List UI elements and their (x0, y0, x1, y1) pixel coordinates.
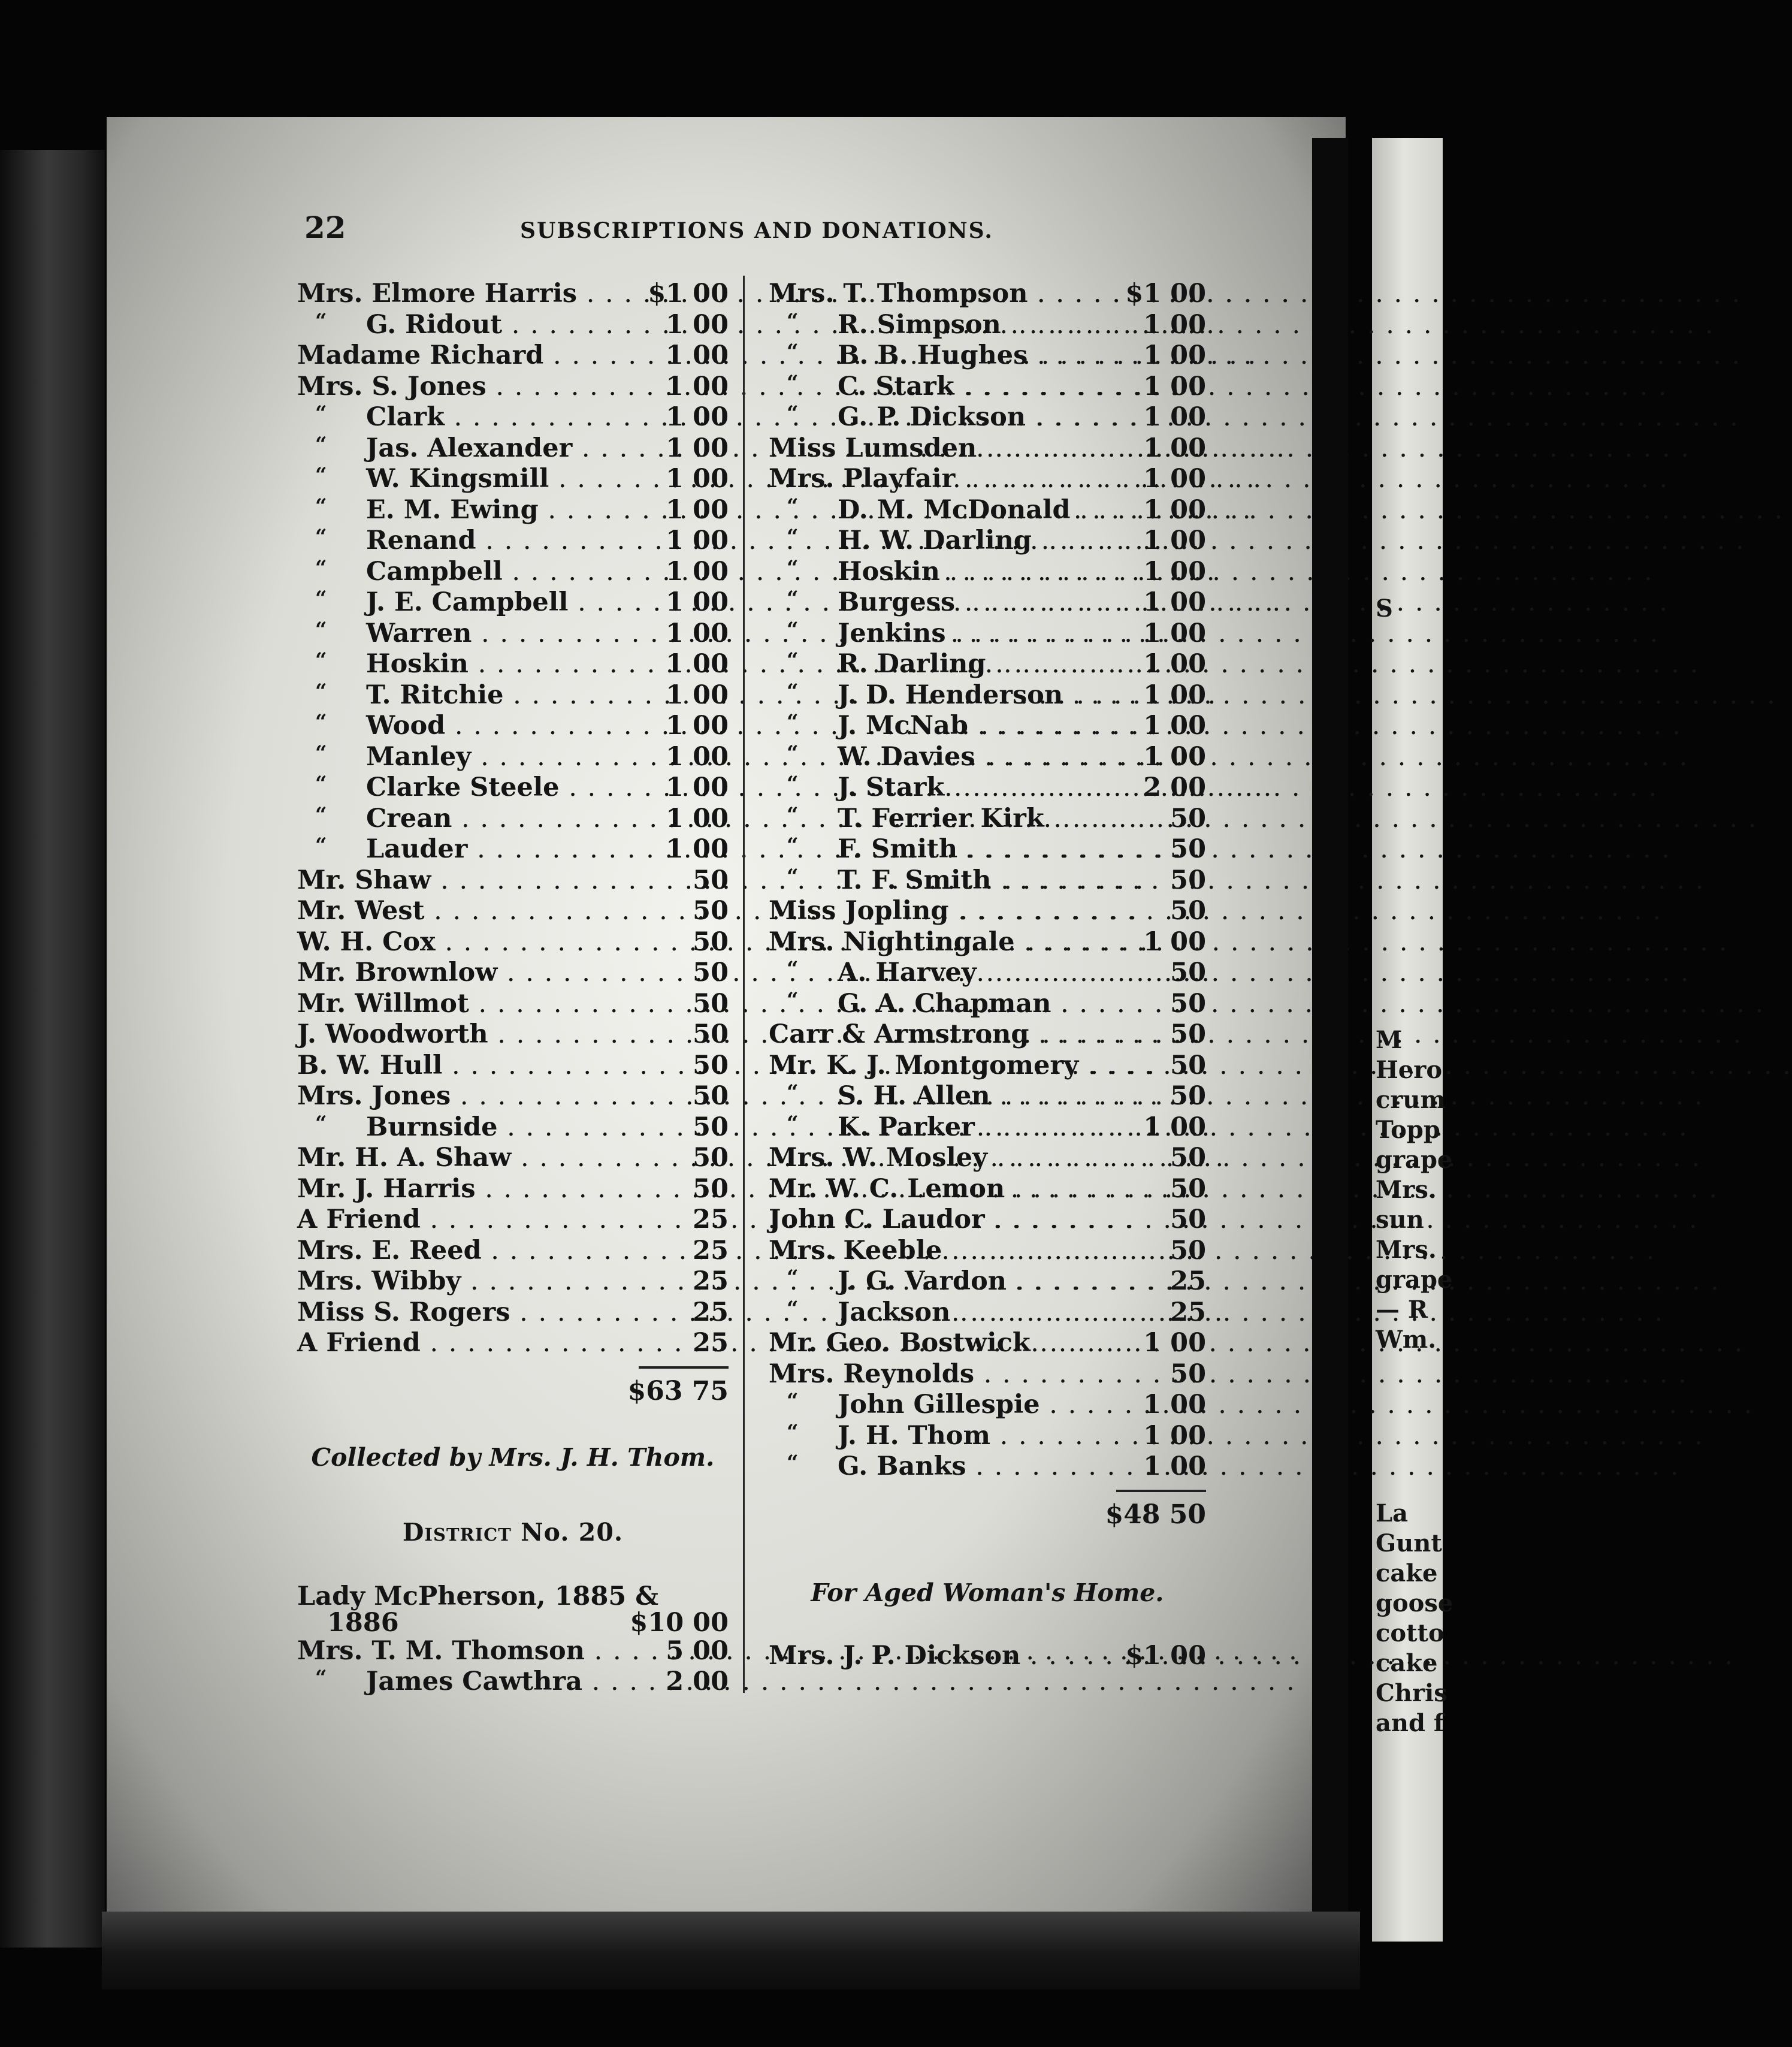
subscriber-amount: 50 (693, 1019, 729, 1049)
district-subscriber-row (297, 1636, 729, 1667)
subscriber-name: Mrs. Nightingale . . . (769, 927, 1116, 958)
subscriber-amount: 1 00 (666, 649, 729, 679)
section-subscriber-row (769, 1641, 1206, 1672)
subscriber-amount: 50 (1170, 1143, 1206, 1173)
subscriber-name: “ Jenkins . . . (769, 618, 1116, 650)
subscriber-name: Mrs. E. Reed . . . (297, 1236, 639, 1267)
subscriber-name: Mrs. S. Jones . . . (297, 372, 639, 403)
subscriber-amount: 25 (1170, 1297, 1206, 1327)
subscriber-row (297, 1112, 729, 1143)
subscriber-row (769, 464, 1206, 495)
subscriber-amount: 1 00 (1143, 1112, 1206, 1142)
subscriber-row (297, 742, 729, 773)
subscriber-amount: 1 00 (666, 309, 729, 340)
subscriber-amount: 50 (1170, 865, 1206, 895)
subscriber-row (769, 340, 1206, 372)
subscriber-name: “ J. H. Thom . . . (769, 1421, 1116, 1452)
subscriber-amount: 50 (1170, 834, 1206, 864)
subscriber-amount: 50 (1170, 958, 1206, 988)
subscriber-name: “ Hoskin . . . (297, 649, 639, 680)
subscriber-amount: 50 (693, 896, 729, 926)
subscriber-name: “ W. Kingsmill . . . (297, 464, 639, 495)
subscriber-amount: 1 00 (1143, 711, 1206, 741)
subscriber-amount: 50 (693, 988, 729, 1019)
subscriber-name: Mrs. Elmore Harris . . . (297, 279, 639, 310)
district-entry-line1: Lady McPherson, 1885 & (297, 1581, 659, 1611)
subscriber-name: “ Clark . . . (297, 402, 639, 433)
subscriber-name: Mr. Shaw . . . (297, 865, 639, 896)
collected-by-caption: Collected by Mrs. J. H. Thom. (311, 1442, 715, 1472)
subscriber-name: A Friend . . . (297, 1204, 639, 1236)
subscriber-name: Mr. J. Harris . . . (297, 1174, 639, 1205)
subscriber-name: “ Burgess . . . (769, 587, 1116, 618)
adjacent-page-text: Topp (1376, 1116, 1440, 1144)
running-head: SUBSCRIPTIONS AND DONATIONS. (520, 218, 993, 243)
subscriber-name: “ Hoskin . . . (769, 557, 1116, 588)
subscriber-row (769, 1081, 1206, 1112)
subscriber-name: “ J. McNab . . . (769, 711, 1116, 742)
subscriber-amount: 25 (1170, 1266, 1206, 1296)
subscriber-amount: 1 00 (1143, 402, 1206, 432)
subscriber-name: “ G. A. Chapman . . . (769, 989, 1116, 1020)
subscriber-amount: 1 00 (1143, 618, 1206, 648)
district-subscriber-name: “ James Cawthra . . . (297, 1666, 639, 1698)
subscriber-name: “ C. Stark . . . (769, 372, 1116, 403)
binding-bottom (102, 1912, 1360, 1989)
page-edge-shadow (1312, 138, 1348, 1912)
subscriber-row (769, 495, 1206, 526)
subscriber-amount: 1 00 (666, 711, 729, 741)
subscriber-row (769, 742, 1206, 773)
subscriber-amount: 1 00 (1143, 741, 1206, 772)
subscriber-amount: 1 00 (1143, 1420, 1206, 1451)
subscriber-amount: 50 (1170, 1050, 1206, 1080)
subscriber-name: Mr. Geo. Bostwick . . . (769, 1328, 1116, 1359)
subscriber-row (769, 958, 1206, 989)
subscriber-row (297, 927, 729, 958)
subscriber-amount: 50 (693, 926, 729, 957)
subscriber-row (297, 989, 729, 1020)
adjacent-page-text: — R (1376, 1296, 1428, 1324)
subscriber-name: W. H. Cox . . . (297, 927, 639, 958)
subscriber-name: “ G. P. Dickson . . . (769, 402, 1116, 433)
subscriber-row (297, 1174, 729, 1205)
subscriber-name: Mrs. Playfair . . . (769, 464, 1116, 495)
subscriber-amount: 1 00 (666, 526, 729, 555)
district-entry-mcpherson (297, 1583, 729, 1636)
subscriber-name: Mrs. Keeble . . . (769, 1236, 1116, 1267)
subscriber-row (297, 587, 729, 618)
subscriber-row (769, 1050, 1206, 1082)
subscriber-amount: 1 00 (1143, 1451, 1206, 1481)
subscriber-amount: 1 00 (1143, 494, 1206, 525)
subscriber-row (769, 526, 1206, 557)
subscriber-name: “ R. Darling . . . (769, 649, 1116, 680)
subscriber-amount: 1 00 (1143, 526, 1206, 555)
left-column (297, 279, 729, 1698)
district-heading (297, 1505, 729, 1559)
subscriber-row (769, 402, 1206, 433)
subscriber-amount: 50 (1170, 803, 1206, 834)
adjacent-page-text: crum (1376, 1086, 1446, 1114)
subscriber-amount: 1 00 (666, 340, 729, 370)
subscriber-amount: 50 (1170, 1019, 1206, 1049)
subscriber-row (297, 464, 729, 495)
subscriber-amount: $1 00 (1125, 279, 1206, 309)
subscriber-row (769, 711, 1206, 742)
subscriber-row (297, 1236, 729, 1267)
subscriber-row (297, 1143, 729, 1174)
subscriber-row (769, 896, 1206, 927)
subscriber-name: Mr. H. A. Shaw . . . (297, 1143, 639, 1174)
subscriber-row (769, 587, 1206, 618)
subscriber-amount: 50 (693, 958, 729, 988)
subscriber-name: Mr. Brownlow . . . (297, 958, 639, 989)
subscriber-row (769, 1390, 1206, 1421)
subscriber-name: “ Clarke Steele . . . (297, 772, 639, 804)
subscriber-row (297, 834, 729, 865)
subscriber-amount: 1 00 (666, 618, 729, 648)
subscriber-name: “ A. Harvey . . . (769, 958, 1116, 989)
subscriber-amount: 1 00 (666, 587, 729, 617)
subscriber-amount: 50 (1170, 988, 1206, 1019)
subscriber-row (297, 804, 729, 835)
subscriber-amount: 25 (693, 1266, 729, 1296)
subscriber-name: Miss Jopling . . . (769, 896, 1116, 927)
subscriber-row (297, 557, 729, 588)
subscriber-name: Mrs. Jones . . . (297, 1081, 639, 1112)
subscriber-row (297, 310, 729, 341)
subscriber-row (297, 279, 729, 310)
subscriber-name: Miss Lumsden . . . (769, 433, 1116, 464)
subscriber-row (297, 649, 729, 680)
subscriber-name: “ J. E. Campbell . . . (297, 587, 639, 618)
right-column (769, 279, 1206, 1671)
subscriber-row (769, 772, 1206, 804)
subscriber-amount: 50 (1170, 1204, 1206, 1234)
section-heading: For Aged Woman's Home. (811, 1578, 1164, 1607)
subscriber-name: “ D. M. McDonald . . . (769, 495, 1116, 526)
subscriber-name: “ Renand . . . (297, 526, 639, 557)
subscriber-amount: 50 (693, 1173, 729, 1204)
subscriber-amount: 1 00 (1143, 1328, 1206, 1358)
subscriber-name: “ Manley . . . (297, 742, 639, 773)
subscriber-row (297, 1050, 729, 1082)
subscriber-row (769, 1297, 1206, 1329)
subscriber-amount: 25 (693, 1235, 729, 1266)
subscriber-row (769, 649, 1206, 680)
subscriber-row (297, 372, 729, 403)
subscriber-amount: 1 00 (1143, 649, 1206, 679)
subscriber-row (769, 372, 1206, 403)
right-subscription-list (769, 279, 1206, 1483)
subscriber-row (297, 1328, 729, 1359)
subscriber-amount: 1 00 (1143, 340, 1206, 370)
subscriber-name: “ Jas. Alexander . . . (297, 433, 639, 464)
adjacent-page-text: M (1376, 1026, 1403, 1054)
district-list (297, 1636, 729, 1698)
subscriber-row (769, 279, 1206, 310)
subscriber-row (297, 526, 729, 557)
subscriber-row (769, 1112, 1206, 1143)
page-header (107, 210, 1346, 252)
subscriber-amount: 1 00 (666, 433, 729, 463)
subscriber-row (769, 1266, 1206, 1297)
subscriber-amount: 1 00 (666, 741, 729, 772)
subscriber-name: “ E. M. Ewing . . . (297, 495, 639, 526)
subscriber-row (297, 1081, 729, 1112)
subscriber-name: Mr. W. C. Lemon . . . (769, 1174, 1116, 1205)
subscriber-name: “ Lauder . . . (297, 834, 639, 865)
adjacent-page-text: cake (1376, 1649, 1438, 1677)
subscriber-amount: $1 00 (648, 279, 729, 309)
subscriber-name: “ G. Banks . . . (769, 1451, 1116, 1483)
subscriber-name: J. Woodworth . . . (297, 1019, 639, 1050)
subscriber-row (297, 958, 729, 989)
subscriber-row (769, 1236, 1206, 1267)
subscriber-row (769, 927, 1206, 958)
subscriber-name: Mr. Willmot . . . (297, 989, 639, 1020)
subscriber-row (769, 804, 1206, 835)
adjacent-page-text: La (1376, 1499, 1409, 1527)
subscriber-name: “ Warren . . . (297, 618, 639, 650)
subscriber-row (297, 1297, 729, 1329)
subscriber-amount: 50 (693, 1050, 729, 1080)
adjacent-page-text: grape (1376, 1146, 1453, 1174)
subscriber-row (769, 618, 1206, 650)
adjacent-page-text: Mrs. (1376, 1176, 1437, 1204)
subscriber-amount: 1 00 (1143, 309, 1206, 340)
subscriber-amount: 1 00 (666, 772, 729, 802)
subscriber-amount: 1 00 (1143, 680, 1206, 710)
subscriber-name: B. W. Hull . . . (297, 1050, 639, 1082)
subscriber-row (297, 618, 729, 650)
subscriber-row (297, 772, 729, 804)
column-divider (743, 276, 745, 1693)
subscriber-name: Mrs. Reynolds . . . (769, 1359, 1116, 1390)
document-page (107, 117, 1346, 1921)
subscriber-amount: 50 (693, 1112, 729, 1142)
subscriber-name: “ T. F. Smith . . . (769, 865, 1116, 896)
subscriber-row (769, 989, 1206, 1020)
subscriber-name: “ J. G. Vardon . . . (769, 1266, 1116, 1297)
subscriber-amount: 1 00 (1143, 464, 1206, 494)
subscriber-amount: 1 00 (666, 834, 729, 864)
adjacent-page-text: cotto (1376, 1619, 1445, 1647)
subscriber-amount: 50 (693, 865, 729, 895)
section-list (769, 1641, 1206, 1672)
subscriber-row (769, 1143, 1206, 1174)
subscriber-row (297, 433, 729, 464)
page-number: 22 (304, 210, 346, 245)
subscriber-name: “ H. W. Darling . . . (769, 526, 1116, 557)
subscriber-name: “ Crean . . . (297, 804, 639, 835)
subscriber-name: A Friend . . . (297, 1328, 639, 1359)
section-subscriber-name: Mrs. J. P. Dickson . . . (769, 1641, 1116, 1672)
subscriber-row (769, 1174, 1206, 1205)
subscriber-name: “ K. Parker . . . (769, 1112, 1116, 1143)
subscriber-amount: 1 00 (1143, 1390, 1206, 1420)
subscriber-name: “ Campbell . . . (297, 557, 639, 588)
subscriber-name: “ R. Simpson . . . (769, 310, 1116, 341)
subscriber-name: Mrs. Wibby . . . (297, 1266, 639, 1297)
subscriber-row (769, 557, 1206, 588)
district-label: District (402, 1517, 512, 1547)
subscriber-name: “ F. Smith . . . (769, 834, 1116, 865)
subscriber-name: “ T. Ritchie . . . (297, 680, 639, 711)
subscriber-name: Mrs. T. Thompson . . . (769, 279, 1116, 310)
subscriber-row (769, 1328, 1206, 1359)
adjacent-page-text: grape (1376, 1266, 1453, 1294)
subscriber-row (297, 340, 729, 372)
subscriber-name: Mr. West . . . (297, 896, 639, 927)
left-total-rule (639, 1366, 729, 1369)
subscriber-name: Miss S. Rogers . . . (297, 1297, 639, 1329)
subscriber-row (769, 865, 1206, 896)
subscriber-name: “ G. Ridout . . . (297, 310, 639, 341)
district-number: No. 20. (521, 1517, 624, 1547)
subscriber-row (297, 680, 729, 711)
subscriber-amount: 50 (693, 1143, 729, 1173)
subscriber-row (769, 1019, 1206, 1050)
subscriber-amount: 1 00 (666, 680, 729, 710)
subscriber-amount: 50 (1170, 1173, 1206, 1204)
adjacent-page-text: goose (1376, 1589, 1453, 1617)
subscriber-amount: 1 00 (1143, 433, 1206, 463)
subscriber-row (297, 1266, 729, 1297)
section-subscriber-amount: $1 00 (1125, 1640, 1206, 1671)
subscriber-row (297, 1204, 729, 1236)
subscriber-amount: 50 (1170, 896, 1206, 926)
adjacent-page-text: and f (1376, 1709, 1445, 1737)
subscriber-name: John C. Laudor . . . (769, 1204, 1116, 1236)
district-subscriber-amount: 2 00 (666, 1666, 729, 1696)
subscriber-amount: 50 (693, 1081, 729, 1111)
adjacent-page-text: Mrs. (1376, 1236, 1437, 1264)
subscriber-name: “ T. Ferrier Kirk . . . (769, 804, 1116, 835)
adjacent-page-text: S (1376, 594, 1393, 623)
adjacent-page-text: Gunt (1376, 1529, 1442, 1557)
subscriber-amount: 2 00 (1143, 772, 1206, 802)
subscriber-row (769, 1421, 1206, 1452)
subscriber-row (297, 402, 729, 433)
subscriber-amount: 1 00 (666, 402, 729, 432)
subscriber-name: Carr & Armstrong . . . (769, 1019, 1116, 1050)
subscriber-name: Mrs. W. Mosley . . . (769, 1143, 1116, 1174)
subscriber-amount: 1 00 (1143, 556, 1206, 587)
adjacent-page-text: cake (1376, 1559, 1438, 1587)
left-subscription-list (297, 279, 729, 1359)
subscriber-name: “ Burnside . . . (297, 1112, 639, 1143)
subscriber-row (769, 1359, 1206, 1390)
right-total: $48 50 (1105, 1499, 1206, 1530)
subscriber-name: “ J. Stark . . . (769, 772, 1116, 804)
subscriber-row (769, 310, 1206, 341)
subscriber-row (297, 711, 729, 742)
adjacent-page-text: Chris (1376, 1679, 1447, 1707)
district-subscriber-name: Mrs. T. M. Thomson . . . (297, 1636, 639, 1667)
district-subscriber-row (297, 1666, 729, 1698)
subscriber-amount: 1 00 (666, 464, 729, 494)
subscriber-row (769, 1204, 1206, 1236)
adjacent-page-text: sun (1376, 1206, 1424, 1234)
subscriber-name: “ W. Davies . . . (769, 742, 1116, 773)
subscriber-row (769, 433, 1206, 464)
right-total-rule (1116, 1490, 1206, 1492)
subscriber-amount: 1 00 (666, 494, 729, 525)
subscriber-amount: 1 00 (1143, 587, 1206, 617)
district-entry-line2: 1886 (327, 1607, 399, 1638)
district-subscriber-amount: 5 00 (666, 1635, 729, 1666)
subscriber-amount: 25 (693, 1328, 729, 1358)
subscriber-name: “ Jackson . . . (769, 1297, 1116, 1329)
subscriber-amount: 1 00 (1143, 926, 1206, 957)
subscriber-name: Mr. K. J. Montgomery . . . (769, 1050, 1116, 1082)
subscriber-amount: 50 (1170, 1081, 1206, 1111)
subscriber-amount: 1 00 (666, 803, 729, 834)
subscriber-row (297, 1019, 729, 1050)
district-entry-amount: $10 00 (630, 1607, 729, 1638)
subscriber-row (769, 1451, 1206, 1483)
subscriber-amount: 50 (1170, 1235, 1206, 1266)
binding-spine (0, 150, 105, 1948)
subscriber-name: “ S. H. Allen . . . (769, 1081, 1116, 1112)
subscriber-amount: 25 (693, 1297, 729, 1327)
adjacent-page-text: Hero (1376, 1056, 1442, 1084)
subscriber-amount: 50 (1170, 1358, 1206, 1389)
subscriber-amount: 1 00 (666, 371, 729, 401)
subscriber-amount: 1 00 (666, 556, 729, 587)
subscriber-name: “ B. B. Hughes . . . (769, 340, 1116, 372)
subscriber-row (769, 680, 1206, 711)
subscriber-amount: 1 00 (1143, 371, 1206, 401)
subscriber-row (769, 834, 1206, 865)
left-total: $63 75 (627, 1375, 729, 1406)
subscriber-row (297, 495, 729, 526)
subscriber-name: Madame Richard . . . (297, 340, 639, 372)
subscriber-row (297, 896, 729, 927)
subscriber-name: “ J. D. Henderson . . . (769, 680, 1116, 711)
subscriber-amount: 25 (693, 1204, 729, 1234)
subscriber-row (297, 865, 729, 896)
subscriber-name: “ Wood . . . (297, 711, 639, 742)
adjacent-page-text: Wm. (1376, 1326, 1437, 1354)
subscriber-name: “ John Gillespie . . . (769, 1390, 1116, 1421)
